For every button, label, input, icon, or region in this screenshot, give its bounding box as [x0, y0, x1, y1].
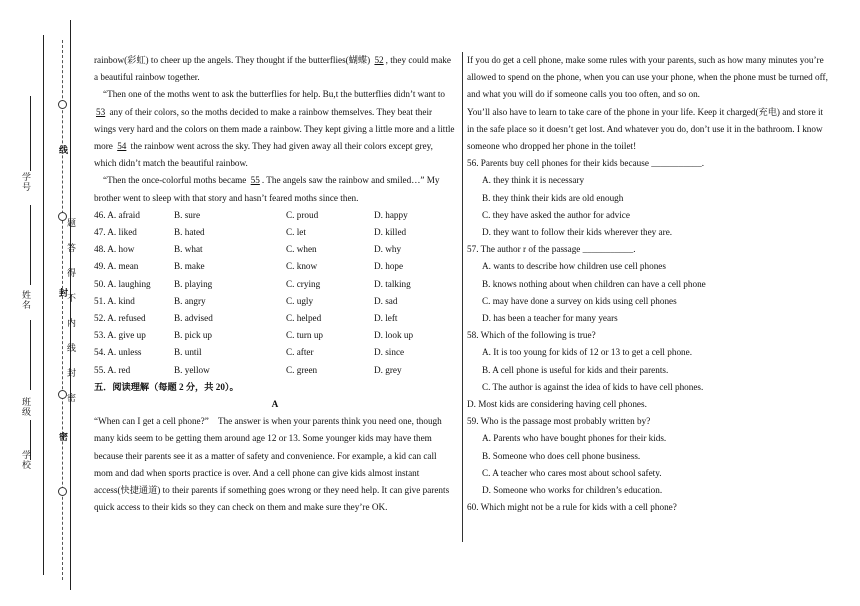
- seal-dashed-line: [62, 40, 63, 580]
- answer-option: B. they think their kids are old enough: [482, 192, 624, 203]
- option-choice: C. proud: [286, 209, 319, 220]
- seal-char: 题: [66, 218, 76, 228]
- option-row: [94, 276, 456, 293]
- option-choice: D. talking: [374, 278, 411, 289]
- margin-line-outer: [43, 35, 44, 575]
- option-choice: 46. A. afraid: [94, 209, 140, 220]
- right-column: [467, 52, 829, 516]
- answer-option: C. may have done a survey on kids using cell phones: [482, 295, 677, 306]
- option-choice: D. left: [374, 313, 398, 324]
- answer-option: A. It is too young for kids of 12 or 13 to get a cell phone.: [482, 347, 693, 358]
- option-choice: B. until: [174, 347, 202, 358]
- option-choice: 51. A. kind: [94, 295, 135, 306]
- option-choice: D. since: [374, 347, 405, 358]
- option-choice: B. playing: [174, 278, 213, 289]
- xuexiao-label: 学校: [21, 450, 31, 470]
- option-choice: 54. A. unless: [94, 347, 142, 358]
- seal-char: 封: [58, 288, 68, 298]
- option-choice: D. why: [374, 244, 402, 255]
- question-stem: 57. The author r of the passage ___________.: [467, 244, 636, 255]
- option-row: [94, 310, 456, 327]
- option-choice: C. ugly: [286, 295, 314, 306]
- seal-char: 线: [58, 145, 68, 155]
- option-row: [94, 258, 456, 275]
- option-choice: C. after: [286, 347, 314, 358]
- seal-char: 线: [66, 343, 76, 353]
- question-list: [467, 155, 829, 516]
- passage-paragraph: If you do get a cell phone, make some rules with your parents, such as how many minutes you’re allowed to spend on the phone, when you can use your phone, when the phone must be turned off, and what you will do if someone calls you too often, and so on.: [467, 55, 828, 100]
- cloze-paragraph: “Then the once-colorful moths became 55 . The angels saw the rainbow and smiled…” My brother went to sleep with that story and hasn’t feared moths since then.: [94, 175, 440, 203]
- xingming-label: 姓名: [21, 290, 31, 310]
- xuehao-label: 学号: [21, 172, 31, 192]
- cloze-blank: 52: [374, 55, 384, 65]
- option-choice: B. sure: [174, 209, 201, 220]
- question-stem: D. Most kids are considering having cell phones.: [467, 399, 647, 410]
- margin-line-inner: [70, 20, 71, 590]
- binding-margin: [0, 0, 90, 606]
- cloze-options: [94, 207, 456, 379]
- option-row: [94, 224, 456, 241]
- cloze-paragraph: rainbow(彩虹) to cheer up the angels. They thought if the butterflies(蝴蝶) 52 , they could make a beautiful rainbow together.: [94, 55, 451, 83]
- option-choice: C. helped: [286, 313, 322, 324]
- answer-option: A. wants to describe how children use cell phones: [482, 261, 666, 272]
- answer-option: A. they think it is necessary: [482, 175, 585, 186]
- option-choice: C. turn up: [286, 330, 324, 341]
- seal-char: 内: [66, 318, 76, 328]
- question-stem: 58. Which of the following is true?: [467, 330, 596, 341]
- cloze-paragraph: “Then one of the moths went to ask the butterflies for help. Bu,t the butterflies didn’t want to 53 any of their colors, so the moths decided to make a rainbow themselves. They beat their wings very hard and the colors on them made a rainbow. They kept giving a little more and a little more 54 the rainbow went across the sky. They had given away all their colors except grey, which didn’t match the beautiful rainbow.: [94, 89, 455, 169]
- question-stem: 60. Which might not be a rule for kids with a cell phone?: [467, 502, 677, 513]
- option-choice: D. happy: [374, 209, 408, 220]
- banji-fill-line: [30, 320, 31, 390]
- option-choice: C. green: [286, 364, 318, 375]
- answer-option: D. Someone who works for children’s education.: [482, 485, 663, 496]
- option-row: [94, 362, 456, 379]
- cloze-blank: 54: [117, 141, 127, 152]
- option-choice: D. hope: [374, 261, 404, 272]
- option-choice: B. what: [174, 244, 203, 255]
- option-row: [94, 293, 456, 310]
- passage-paragraph: You’ll also have to learn to take care of the phone in your life. Keep it charged(充电) and store it in the safe place so it doesn’t get lost. And whatever you do, don’t use it in the bathroom. I know someone who dropped her phone in the toilet!: [467, 106, 824, 152]
- option-choice: 53. A. give up: [94, 330, 146, 341]
- answer-option: C. A teacher who cares most about school safety.: [482, 467, 662, 478]
- answer-option: B. knows nothing about when children can have a cell phone: [482, 278, 706, 289]
- option-choice: 55. A. red: [94, 364, 131, 375]
- option-row: [94, 327, 456, 344]
- option-row: [94, 207, 456, 224]
- xuehao-fill-line: [30, 96, 31, 171]
- option-choice: C. let: [286, 227, 306, 238]
- answer-option: B. Someone who does cell phone business.: [482, 450, 641, 461]
- option-choice: B. yellow: [174, 364, 210, 375]
- option-choice: C. when: [286, 244, 317, 255]
- option-choice: 49. A. mean: [94, 261, 139, 272]
- seal-char: 密: [58, 432, 68, 442]
- left-column: [94, 52, 456, 516]
- option-choice: B. hated: [174, 227, 205, 238]
- seal-char: 不: [66, 293, 76, 303]
- seal-char: 答: [66, 243, 76, 253]
- option-choice: C. know: [286, 261, 318, 272]
- option-choice: B. angry: [174, 295, 206, 306]
- question-stem: 59. Who is the passage most probably written by?: [467, 416, 651, 427]
- cloze-blank: 53: [96, 106, 106, 117]
- option-row: [94, 241, 456, 258]
- option-choice: D. sad: [374, 295, 398, 306]
- option-choice: 47. A. liked: [94, 227, 137, 238]
- option-choice: D. grey: [374, 364, 402, 375]
- seal-circle: [58, 100, 67, 109]
- answer-option: C. The author is against the idea of kids to have cell phones.: [482, 381, 704, 392]
- seal-char: 封: [66, 368, 76, 378]
- option-choice: B. advised: [174, 313, 213, 324]
- section-heading: 五．阅读理解（每题 2 分，共 20）。: [94, 381, 239, 392]
- seal-char: 得: [66, 268, 76, 278]
- answer-option: A. Parents who have bought phones for their kids.: [482, 433, 667, 444]
- seal-circle: [58, 487, 67, 496]
- xingming-fill-line: [30, 205, 31, 285]
- passage-text: “When can I get a cell phone?” The answer is when your parents think you need one, though many kids seem to be getting them around age 12 or 13. Some younger kids may have them because their parents see it as a matter of safety and convenience. For example, a kid can call mom and dad when sports practice is over. And a cell phone can give kids almost instant access(快捷通道) to their parents if something goes wrong or they need help. It can give parents quick access to their kids so they can check on them and make sure they’re OK.: [94, 416, 450, 513]
- passage-label: A: [271, 399, 279, 410]
- column-divider: [462, 52, 463, 542]
- option-row: [94, 344, 456, 361]
- option-choice: D. killed: [374, 227, 407, 238]
- cloze-blank: 55: [250, 175, 260, 186]
- option-choice: B. make: [174, 261, 205, 272]
- answer-option: B. A cell phone is useful for kids and their parents.: [482, 364, 669, 375]
- option-choice: 50. A. laughing: [94, 278, 151, 289]
- question-stem: 56. Parents buy cell phones for their kids because ___________.: [467, 158, 705, 169]
- option-choice: C. crying: [286, 278, 321, 289]
- answer-option: D. they want to follow their kids wherever they are.: [482, 227, 673, 238]
- banji-label: 班级: [21, 397, 31, 417]
- option-choice: 48. A. how: [94, 244, 135, 255]
- answer-option: D. has been a teacher for many years: [482, 313, 618, 324]
- option-choice: 52. A. refused: [94, 313, 146, 324]
- option-choice: B. pick up: [174, 330, 213, 341]
- option-choice: D. look up: [374, 330, 414, 341]
- answer-option: C. they have asked the author for advice: [482, 209, 630, 220]
- seal-char: 密: [66, 393, 76, 403]
